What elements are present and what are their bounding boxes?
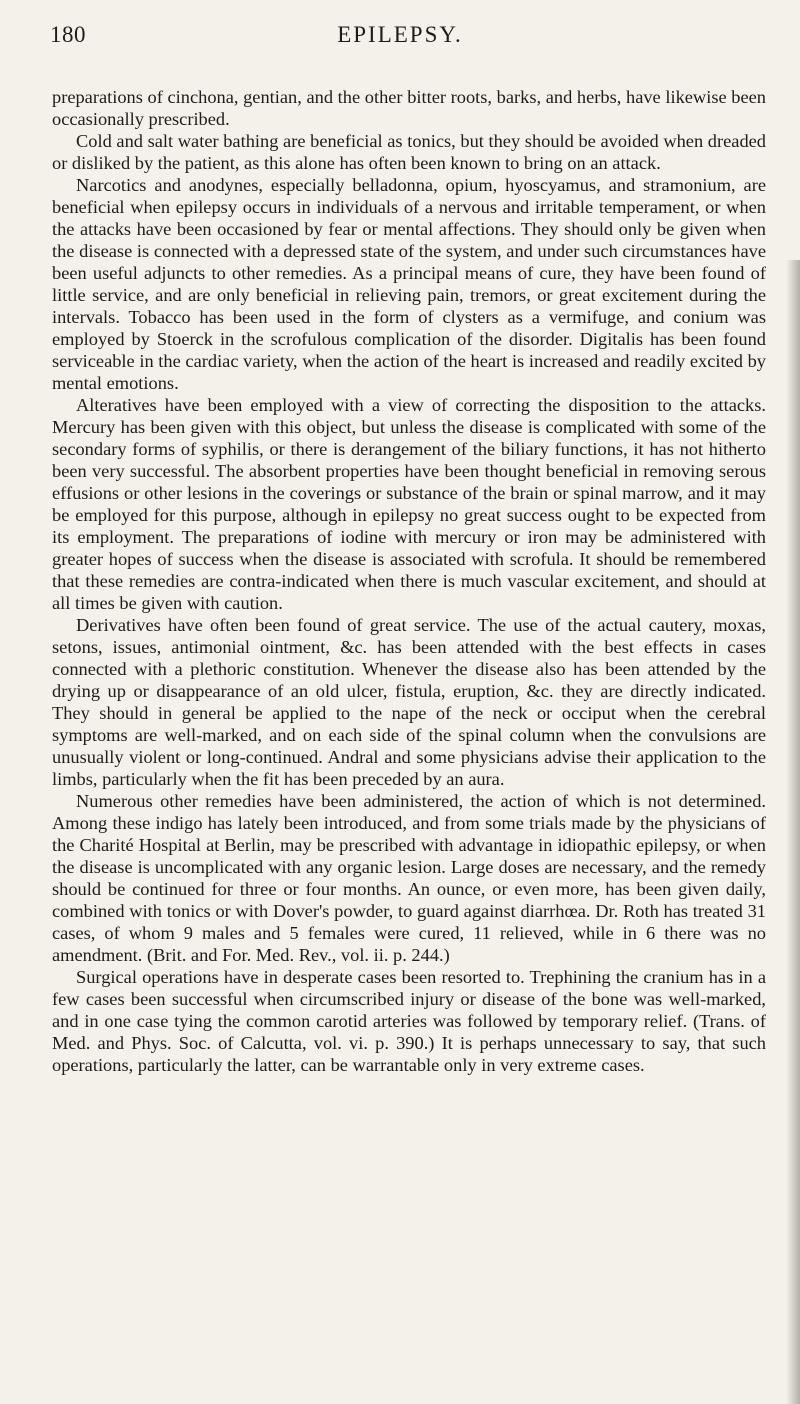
running-title: EPILEPSY.	[337, 22, 463, 47]
body-text	[52, 86, 766, 1076]
paragraph-derivatives: Derivatives have often been found of great service. The use of the actual cautery, moxas, setons, issues, antimonial ointment, &c. has been attended with the best effects in cases connected with a plethoric constitution. Whenever the disease also has been attended by the drying up or disappearance of an old ulcer, fistula, eruption, &c. they are directly indicated. They should in general be applied to the nape of the neck or occiput when the cerebral symptoms are well-marked, and on each side of the spinal column when the convulsions are unusually violent or long-continued. Andral and some physicians advise their application to the limbs, particularly when the fit has been preceded by an aura.	[52, 615, 766, 789]
paragraph-cinchona: preparations of cinchona, gentian, and the other bitter roots, barks, and herbs, have likewise been occasionally prescribed.	[52, 87, 766, 129]
paragraph-narcotics: Narcotics and anodynes, especially belladonna, opium, hyoscyamus, and stramonium, are beneficial when epilepsy occurs in individuals of a nervous and irritable temperament, or when the attacks have been occasioned by fear or mental affections. They should only be given when the disease is connected with a depressed state of the system, and under such circumstances have been useful adjuncts to other remedies. As a principal means of cure, they have been found of little service, and are only beneficial in relieving pain, tremors, or great excitement during the intervals. Tobacco has been used in the form of clysters as a vermifuge, and conium was employed by Stoerck in the scrofulous complication of the disorder. Digitalis has been found serviceable in the cardiac variety, when the action of the heart is increased and readily excited by mental emotions.	[52, 175, 766, 393]
page-number: 180	[50, 22, 86, 47]
paragraph-surgical: Surgical operations have in desperate cases been resorted to. Trephining the cranium has in a few cases been successful when circumscribed injury or disease of the bone was well-marked, and in one case tying the common carotid arteries was followed by temporary relief. (Trans. of Med. and Phys. Soc. of Calcutta, vol. vi. p. 390.) It is perhaps unnecessary to say, that such operations, particularly the latter, can be warrantable only in very extreme cases.	[52, 967, 766, 1075]
paragraph-bathing: Cold and salt water bathing are beneficial as tonics, but they should be avoided when dreaded or disliked by the patient, as this alone has often been known to bring on an attack.	[52, 131, 766, 173]
paragraph-other-remedies: Numerous other remedies have been administered, the action of which is not determined. Among these indigo has lately been introduced, and from some trials made by the physicians of the Charité Hospital at Berlin, may be prescribed with advantage in idiopathic epilepsy, or when the disease is uncomplicated with any organic lesion. Large doses are necessary, and the remedy should be continued for three or four months. An ounce, or even more, has been given daily, combined with tonics or with Dover's powder, to guard against diarrhœa. Dr. Roth has treated 31 cases, of whom 9 males and 5 females were cured, 11 relieved, while in 6 there was no amendment. (Brit. and For. Med. Rev., vol. ii. p. 244.)	[52, 791, 766, 965]
running-head	[50, 22, 750, 56]
page-edge-shadow	[786, 260, 800, 1404]
paragraph-alteratives: Alteratives have been employed with a view of correcting the disposition to the attacks. Mercury has been given with this object, but unless the disease is complicated with some of the secondary forms of syphilis, or there is derangement of the biliary functions, it has not hitherto been very successful. The absorbent properties have been thought beneficial in removing serous effusions or other lesions in the coverings or substance of the brain or spinal marrow, and it may be employed for this purpose, although in epilepsy no great success ought to be expected from its employment. The preparations of iodine with mercury or iron may be administered with greater hopes of success when the disease is associated with scrofula. It should be remembered that these remedies are contra-indicated when there is much vascular excitement, and should at all times be given with caution.	[52, 395, 766, 613]
